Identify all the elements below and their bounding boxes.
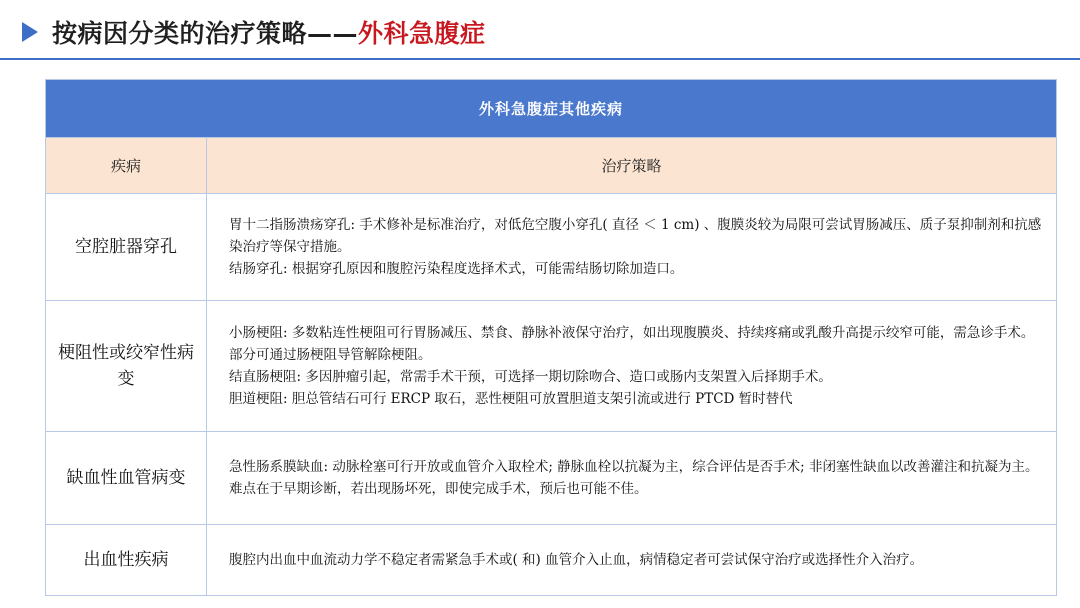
treatment-table (45, 79, 1057, 596)
slide-title (52, 14, 486, 50)
title-main: 按病因分类的治疗策略—— (52, 19, 359, 48)
strategy-cell (207, 525, 1057, 596)
title-highlight: 外科急腹症 (358, 19, 486, 48)
column-header-disease: 疾病 (46, 138, 207, 194)
table-row (46, 301, 1057, 432)
triangle-bullet-icon (22, 22, 38, 42)
strategy-cell (207, 301, 1057, 432)
strategy-cell (207, 432, 1057, 525)
strategy-line: 胃十二指肠溃疡穿孔: 手术修补是标准治疗，对低危空腹小穿孔( 直径 ＜ 1 cm) 、腹膜炎较为局限可尝试胃肠减压、质子泵抑制剂和抗感染治疗等保守措施。 (229, 217, 1042, 255)
column-header-strategy: 治疗策略 (207, 138, 1057, 194)
slide-header (0, 0, 1080, 62)
table-banner-row (46, 80, 1057, 138)
strategy-line: 结直肠梗阻: 多因肿瘤引起，常需手术干预，可选择一期切除吻合、造口或肠内支架置入后择期手术。 (229, 369, 832, 385)
strategy-line: 小肠梗阻: 多数粘连性梗阻可行胃肠减压、禁食、静脉补液保守治疗，如出现腹膜炎、持续疼痛或乳酸升高提示绞窄可能，需急诊手术。部分可通过肠梗阻导管解除梗阻。 (229, 325, 1035, 363)
table-row (46, 194, 1057, 301)
strategy-line: 急性肠系膜缺血: 动脉栓塞可行开放或血管介入取栓术; 静脉血栓以抗凝为主，综合评估是否手术; 非闭塞性缺血以改善灌注和抗凝为主。难点在于早期诊断，若出现肠坏死，即使完成手术，预后也可能不佳。 (229, 459, 1039, 497)
strategy-line: 腹腔内出血中血流动力学不稳定者需紧急手术或( 和) 血管介入止血，病情稳定者可尝试保守治疗或选择性介入治疗。 (229, 552, 924, 568)
strategy-line: 胆道梗阻: 胆总管结石可行 ERCP 取石，恶性梗阻可放置胆道支架引流或进行 PTCD 暂时替代 (229, 391, 793, 407)
table-row (46, 432, 1057, 525)
disease-cell: 空腔脏器穿孔 (46, 194, 207, 301)
table-header-row (46, 138, 1057, 194)
table-row (46, 525, 1057, 596)
strategy-cell (207, 194, 1057, 301)
disease-cell: 缺血性血管病变 (46, 432, 207, 525)
strategy-line: 结肠穿孔: 根据穿孔原因和腹腔污染程度选择术式，可能需结肠切除加造口。 (229, 261, 684, 277)
disease-cell: 出血性疾病 (46, 525, 207, 596)
table-banner: 外科急腹症其他疾病 (46, 80, 1057, 138)
disease-cell: 梗阻性或绞窄性病变 (46, 301, 207, 432)
header-divider (0, 58, 1080, 60)
